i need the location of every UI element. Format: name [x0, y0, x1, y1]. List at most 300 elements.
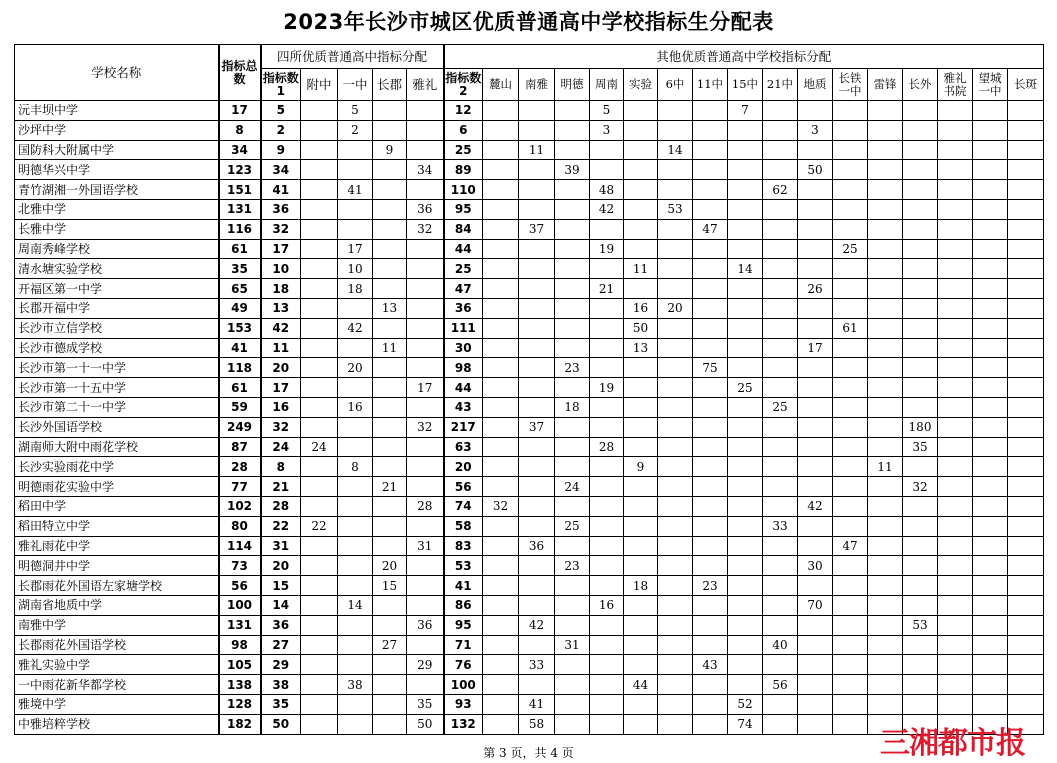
table-row	[15, 675, 1044, 695]
group2-value-cell	[624, 120, 658, 140]
group2-count-cell: 132	[444, 714, 483, 734]
group2-value-cell	[763, 160, 798, 180]
school-name-cell: 长雅中学	[15, 219, 219, 239]
group2-value-cell	[798, 298, 833, 318]
group2-value-cell	[833, 457, 868, 477]
group2-value-cell	[833, 279, 868, 299]
group2-value-cell: 3	[798, 120, 833, 140]
group1-value-cell	[301, 219, 338, 239]
group2-value-cell	[555, 675, 590, 695]
group1-count-cell: 9	[261, 140, 301, 160]
group2-value-cell	[624, 694, 658, 714]
group2-value-cell	[658, 101, 693, 121]
group2-value-cell	[938, 180, 973, 200]
group2-value-cell	[519, 675, 555, 695]
group2-value-cell	[1008, 516, 1044, 536]
group2-value-cell	[903, 160, 938, 180]
header-group2-count: 指标数2	[444, 69, 483, 101]
group2-value-cell	[519, 556, 555, 576]
group2-value-cell	[868, 219, 903, 239]
header-group2-col: 地质	[798, 69, 833, 101]
group2-value-cell	[938, 635, 973, 655]
group2-value-cell	[624, 714, 658, 734]
group1-value-cell	[301, 457, 338, 477]
school-name-cell: 明德洞井中学	[15, 556, 219, 576]
group2-count-cell: 71	[444, 635, 483, 655]
table-row	[15, 615, 1044, 635]
group2-value-cell	[833, 140, 868, 160]
group1-value-cell	[373, 199, 407, 219]
group1-value-cell	[338, 576, 373, 596]
group2-value-cell	[728, 655, 763, 675]
group2-value-cell	[868, 595, 903, 615]
group1-count-cell: 15	[261, 576, 301, 596]
header-total: 指标总数	[219, 45, 261, 101]
group2-value-cell	[728, 457, 763, 477]
school-name-cell: 长沙外国语学校	[15, 417, 219, 437]
group2-value-cell: 40	[763, 635, 798, 655]
header-group1-col: 长郡	[373, 69, 407, 101]
group2-value-cell: 70	[798, 595, 833, 615]
group2-value-cell	[868, 437, 903, 457]
group2-value-cell	[833, 397, 868, 417]
group2-value-cell	[798, 615, 833, 635]
group2-value-cell	[728, 120, 763, 140]
group2-value-cell	[555, 496, 590, 516]
group2-value-cell	[763, 199, 798, 219]
group1-value-cell	[407, 635, 444, 655]
group1-value-cell	[301, 318, 338, 338]
group1-count-cell: 21	[261, 477, 301, 497]
group2-value-cell	[1008, 655, 1044, 675]
group2-value-cell	[903, 496, 938, 516]
group2-value-cell	[973, 397, 1008, 417]
group1-value-cell	[338, 160, 373, 180]
header-group2-col: 11中	[693, 69, 728, 101]
group1-count-cell: 35	[261, 694, 301, 714]
group2-value-cell	[555, 259, 590, 279]
group2-value-cell	[973, 437, 1008, 457]
group2-value-cell	[973, 120, 1008, 140]
group1-value-cell: 22	[301, 516, 338, 536]
school-name-cell: 稻田中学	[15, 496, 219, 516]
group2-value-cell	[624, 180, 658, 200]
group2-value-cell	[938, 417, 973, 437]
group2-value-cell: 23	[555, 556, 590, 576]
group2-value-cell	[973, 615, 1008, 635]
school-name-cell: 国防科大附属中学	[15, 140, 219, 160]
group2-value-cell	[483, 259, 519, 279]
group1-count-cell: 14	[261, 595, 301, 615]
group1-value-cell: 10	[338, 259, 373, 279]
group2-value-cell	[693, 437, 728, 457]
group1-value-cell	[407, 675, 444, 695]
group2-value-cell	[519, 239, 555, 259]
group1-value-cell	[338, 694, 373, 714]
group1-value-cell	[301, 199, 338, 219]
group2-value-cell	[833, 378, 868, 398]
group2-value-cell	[555, 239, 590, 259]
group2-value-cell	[555, 655, 590, 675]
group2-value-cell	[1008, 160, 1044, 180]
group2-value-cell	[868, 615, 903, 635]
group2-value-cell	[798, 378, 833, 398]
group2-value-cell: 3	[590, 120, 624, 140]
group2-value-cell	[903, 595, 938, 615]
group1-value-cell	[373, 595, 407, 615]
group2-count-cell: 20	[444, 457, 483, 477]
group2-value-cell	[938, 477, 973, 497]
school-name-cell: 开福区第一中学	[15, 279, 219, 299]
group2-value-cell	[519, 516, 555, 536]
total-cell: 41	[219, 338, 261, 358]
group2-value-cell	[763, 655, 798, 675]
group2-value-cell	[973, 259, 1008, 279]
group2-value-cell	[728, 595, 763, 615]
group2-value-cell	[938, 219, 973, 239]
total-cell: 182	[219, 714, 261, 734]
group2-value-cell	[833, 556, 868, 576]
group2-value-cell	[973, 279, 1008, 299]
group2-value-cell: 42	[519, 615, 555, 635]
group1-value-cell	[373, 160, 407, 180]
group2-value-cell	[483, 694, 519, 714]
group2-value-cell	[519, 199, 555, 219]
group2-value-cell	[798, 694, 833, 714]
group1-value-cell	[373, 496, 407, 516]
group2-value-cell	[693, 496, 728, 516]
group2-value-cell	[1008, 496, 1044, 516]
group2-count-cell: 100	[444, 675, 483, 695]
group2-value-cell	[483, 635, 519, 655]
group2-value-cell	[658, 338, 693, 358]
group1-count-cell: 32	[261, 219, 301, 239]
group2-value-cell	[903, 358, 938, 378]
group2-value-cell	[555, 120, 590, 140]
group2-value-cell	[658, 120, 693, 140]
group2-value-cell	[903, 298, 938, 318]
header-group2-col: 雷锋	[868, 69, 903, 101]
group2-value-cell	[763, 259, 798, 279]
total-cell: 98	[219, 635, 261, 655]
group2-value-cell	[868, 635, 903, 655]
table-row	[15, 655, 1044, 675]
group2-value-cell	[1008, 101, 1044, 121]
group2-value-cell	[833, 477, 868, 497]
group2-value-cell: 32	[483, 496, 519, 516]
group2-value-cell	[868, 120, 903, 140]
header-group2-col: 长斑	[1008, 69, 1044, 101]
group2-count-cell: 63	[444, 437, 483, 457]
group2-value-cell	[763, 417, 798, 437]
group2-value-cell	[868, 496, 903, 516]
group2-value-cell	[798, 576, 833, 596]
group2-value-cell	[763, 101, 798, 121]
school-name-cell: 长郡开福中学	[15, 298, 219, 318]
group2-value-cell	[833, 655, 868, 675]
group2-value-cell	[693, 318, 728, 338]
school-name-cell: 周南秀峰学校	[15, 239, 219, 259]
group2-value-cell	[973, 318, 1008, 338]
group2-value-cell	[693, 516, 728, 536]
total-cell: 17	[219, 101, 261, 121]
group2-value-cell: 30	[798, 556, 833, 576]
group1-value-cell	[338, 615, 373, 635]
group2-value-cell	[519, 298, 555, 318]
group1-value-cell: 42	[338, 318, 373, 338]
group1-value-cell	[338, 378, 373, 398]
group2-value-cell	[903, 655, 938, 675]
group1-value-cell	[301, 655, 338, 675]
group2-value-cell	[693, 675, 728, 695]
total-cell: 138	[219, 675, 261, 695]
group2-value-cell	[1008, 180, 1044, 200]
group2-value-cell	[658, 457, 693, 477]
group2-value-cell	[903, 140, 938, 160]
group2-value-cell	[590, 496, 624, 516]
group2-value-cell	[519, 437, 555, 457]
group2-value-cell	[624, 496, 658, 516]
group2-value-cell	[590, 615, 624, 635]
group2-value-cell	[763, 714, 798, 734]
group1-value-cell: 29	[407, 655, 444, 675]
group2-value-cell: 7	[728, 101, 763, 121]
header-group2-col: 15中	[728, 69, 763, 101]
group2-count-cell: 43	[444, 397, 483, 417]
group1-value-cell	[407, 595, 444, 615]
total-cell: 49	[219, 298, 261, 318]
group2-value-cell	[1008, 318, 1044, 338]
group2-value-cell	[1008, 457, 1044, 477]
group2-value-cell	[624, 536, 658, 556]
group2-value-cell	[483, 358, 519, 378]
group2-value-cell	[868, 477, 903, 497]
group2-value-cell	[624, 219, 658, 239]
total-cell: 61	[219, 239, 261, 259]
group1-value-cell: 38	[338, 675, 373, 695]
group2-value-cell	[763, 318, 798, 338]
group2-value-cell	[658, 516, 693, 536]
group2-value-cell	[590, 477, 624, 497]
header-group2-col: 实验	[624, 69, 658, 101]
group2-value-cell	[519, 180, 555, 200]
group2-value-cell	[938, 199, 973, 219]
group2-value-cell	[973, 536, 1008, 556]
group2-value-cell	[868, 338, 903, 358]
group2-value-cell	[590, 655, 624, 675]
group2-value-cell	[555, 298, 590, 318]
group2-value-cell	[763, 576, 798, 596]
group1-value-cell	[301, 477, 338, 497]
group2-value-cell	[938, 279, 973, 299]
group2-value-cell	[658, 496, 693, 516]
total-cell: 131	[219, 615, 261, 635]
group1-value-cell	[338, 298, 373, 318]
group2-value-cell: 36	[519, 536, 555, 556]
group2-count-cell: 98	[444, 358, 483, 378]
school-name-cell: 雅礼雨花中学	[15, 536, 219, 556]
group2-value-cell	[728, 358, 763, 378]
group2-value-cell	[555, 437, 590, 457]
group2-value-cell	[693, 595, 728, 615]
group2-value-cell	[483, 338, 519, 358]
group2-value-cell	[728, 180, 763, 200]
group2-value-cell	[973, 140, 1008, 160]
school-name-cell: 长沙市德成学校	[15, 338, 219, 358]
school-name-cell: 中雅培粹学校	[15, 714, 219, 734]
header-group2-col: 麓山	[483, 69, 519, 101]
group1-value-cell: 32	[407, 417, 444, 437]
school-name-cell: 稻田特立中学	[15, 516, 219, 536]
group1-value-cell	[338, 417, 373, 437]
group2-value-cell	[763, 279, 798, 299]
group2-count-cell: 56	[444, 477, 483, 497]
group2-value-cell	[833, 101, 868, 121]
header-group2-col: 6中	[658, 69, 693, 101]
group2-value-cell	[519, 318, 555, 338]
group2-value-cell: 42	[590, 199, 624, 219]
group1-value-cell	[301, 120, 338, 140]
table-row	[15, 358, 1044, 378]
group1-value-cell	[373, 655, 407, 675]
group2-value-cell	[590, 635, 624, 655]
school-name-cell: 沅丰坝中学	[15, 101, 219, 121]
group2-value-cell: 74	[728, 714, 763, 734]
group2-value-cell	[483, 417, 519, 437]
total-cell: 8	[219, 120, 261, 140]
group2-value-cell	[693, 298, 728, 318]
group2-value-cell	[868, 101, 903, 121]
group2-value-cell	[868, 199, 903, 219]
group2-value-cell	[590, 140, 624, 160]
group2-value-cell: 47	[693, 219, 728, 239]
group2-value-cell	[483, 298, 519, 318]
group1-value-cell: 41	[338, 180, 373, 200]
group2-count-cell: 83	[444, 536, 483, 556]
group1-value-cell	[301, 595, 338, 615]
group1-value-cell	[373, 180, 407, 200]
group2-value-cell	[798, 101, 833, 121]
group2-value-cell	[798, 180, 833, 200]
group2-value-cell: 41	[519, 694, 555, 714]
group2-value-cell	[868, 675, 903, 695]
group2-value-cell: 25	[763, 397, 798, 417]
school-name-cell: 南雅中学	[15, 615, 219, 635]
group2-count-cell: 36	[444, 298, 483, 318]
group2-value-cell	[833, 694, 868, 714]
group2-value-cell: 18	[624, 576, 658, 596]
group2-value-cell	[624, 101, 658, 121]
group2-value-cell	[903, 259, 938, 279]
table-row	[15, 397, 1044, 417]
school-name-cell: 长沙实验雨花中学	[15, 457, 219, 477]
group2-value-cell	[868, 160, 903, 180]
group2-value-cell	[590, 160, 624, 180]
group2-value-cell	[728, 576, 763, 596]
group1-value-cell	[373, 279, 407, 299]
group1-count-cell: 41	[261, 180, 301, 200]
group1-value-cell	[407, 556, 444, 576]
group2-value-cell	[658, 477, 693, 497]
group2-value-cell	[483, 160, 519, 180]
group2-value-cell: 9	[624, 457, 658, 477]
group2-value-cell	[938, 516, 973, 536]
group2-value-cell	[833, 358, 868, 378]
group1-value-cell	[407, 358, 444, 378]
group2-value-cell	[624, 239, 658, 259]
school-name-cell: 北雅中学	[15, 199, 219, 219]
school-name-cell: 长沙市第二十一中学	[15, 397, 219, 417]
page-footer: 第 3 页，共 4 页	[483, 746, 574, 760]
group2-value-cell	[868, 298, 903, 318]
group2-value-cell	[624, 140, 658, 160]
group2-count-cell: 58	[444, 516, 483, 536]
group1-count-cell: 29	[261, 655, 301, 675]
group1-value-cell	[338, 199, 373, 219]
total-cell: 249	[219, 417, 261, 437]
group2-value-cell	[555, 279, 590, 299]
group2-value-cell	[483, 397, 519, 417]
group2-value-cell	[728, 536, 763, 556]
group2-value-cell	[1008, 694, 1044, 714]
group2-value-cell	[973, 457, 1008, 477]
group2-value-cell	[798, 318, 833, 338]
group1-value-cell	[407, 180, 444, 200]
group2-value-cell	[1008, 259, 1044, 279]
group2-count-cell: 44	[444, 378, 483, 398]
group2-value-cell	[693, 457, 728, 477]
group2-value-cell	[833, 496, 868, 516]
group2-value-cell	[728, 318, 763, 338]
header-group1-col: 附中	[301, 69, 338, 101]
group2-value-cell	[519, 338, 555, 358]
group2-value-cell	[938, 239, 973, 259]
group2-value-cell: 25	[728, 378, 763, 398]
group2-count-cell: 110	[444, 180, 483, 200]
group2-value-cell	[903, 576, 938, 596]
group2-value-cell: 14	[728, 259, 763, 279]
group2-value-cell	[728, 338, 763, 358]
group2-value-cell	[763, 457, 798, 477]
group1-value-cell	[338, 714, 373, 734]
group1-value-cell	[373, 101, 407, 121]
group2-value-cell	[868, 417, 903, 437]
group2-value-cell	[763, 338, 798, 358]
group2-value-cell	[590, 714, 624, 734]
group2-value-cell	[624, 477, 658, 497]
group2-value-cell	[590, 516, 624, 536]
group2-value-cell: 47	[833, 536, 868, 556]
group2-value-cell: 5	[590, 101, 624, 121]
group2-value-cell	[693, 338, 728, 358]
total-cell: 77	[219, 477, 261, 497]
group2-value-cell	[658, 259, 693, 279]
group1-count-cell: 38	[261, 675, 301, 695]
group1-value-cell	[301, 180, 338, 200]
group1-count-cell: 17	[261, 378, 301, 398]
group2-value-cell	[868, 378, 903, 398]
header-group2-col: 望城一中	[973, 69, 1008, 101]
group2-value-cell	[728, 516, 763, 536]
group1-value-cell	[373, 358, 407, 378]
group2-value-cell	[973, 338, 1008, 358]
group2-value-cell	[728, 140, 763, 160]
group2-value-cell: 23	[555, 358, 590, 378]
header-group1-col: 一中	[338, 69, 373, 101]
group2-value-cell	[624, 556, 658, 576]
group2-value-cell	[903, 318, 938, 338]
group1-count-cell: 36	[261, 199, 301, 219]
